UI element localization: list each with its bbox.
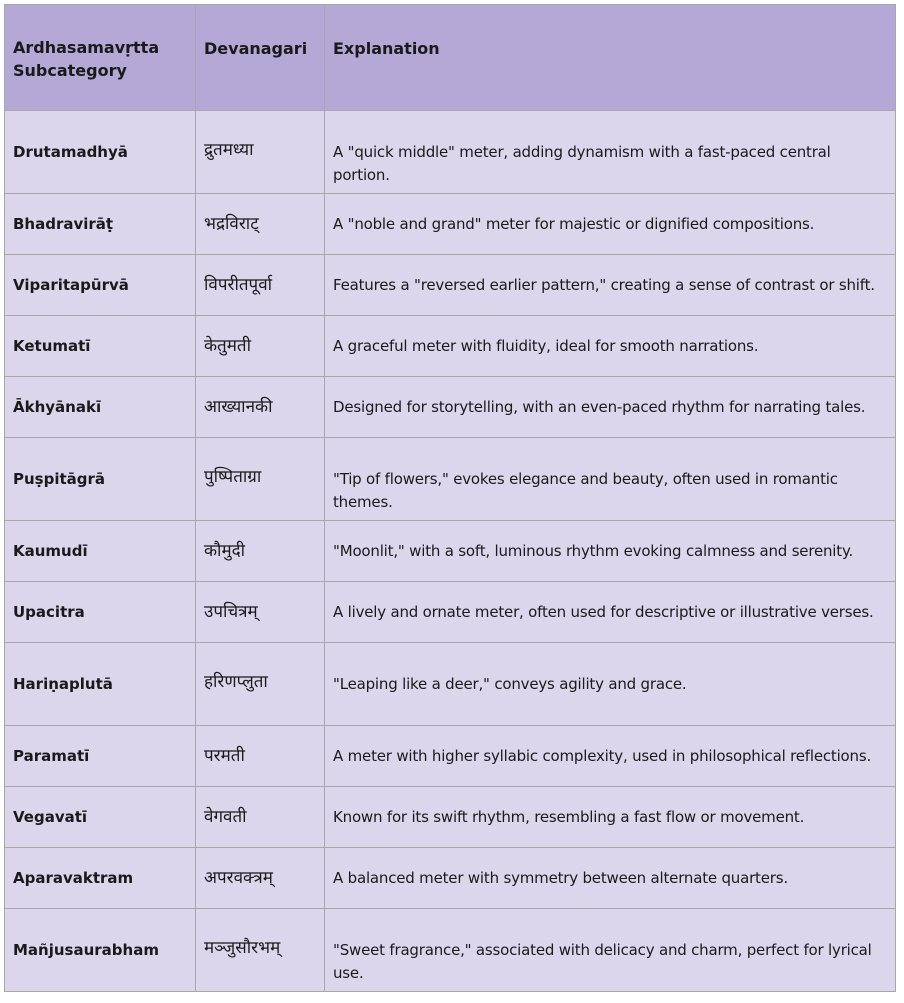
meter-table: [4, 4, 896, 992]
row-devanagari: परमती: [196, 726, 325, 787]
row-devanagari: हरिणप्लुता: [196, 643, 325, 726]
row-name: Upacitra: [5, 582, 196, 643]
row-name: Ketumatī: [5, 316, 196, 377]
table-row: [5, 909, 896, 992]
row-explanation: A meter with higher syllabic complexity, used in philosophical reflections.: [325, 726, 896, 787]
row-name: Paramatī: [5, 726, 196, 787]
table-row: [5, 582, 896, 643]
table-row: [5, 521, 896, 582]
row-devanagari: पुष्पिताग्रा: [196, 438, 325, 521]
row-name: Vegavatī: [5, 787, 196, 848]
row-name: Viparitapūrvā: [5, 255, 196, 316]
row-devanagari: मञ्जुसौरभम्: [196, 909, 325, 992]
table-body: [5, 111, 896, 992]
table-row: [5, 643, 896, 726]
row-explanation: "Leaping like a deer," conveys agility and grace.: [325, 643, 896, 726]
table-row: [5, 316, 896, 377]
table-row: [5, 111, 896, 194]
row-explanation: A balanced meter with symmetry between alternate quarters.: [325, 848, 896, 909]
row-devanagari: कौमुदी: [196, 521, 325, 582]
header-explanation: Explanation: [325, 5, 896, 111]
row-explanation: A graceful meter with fluidity, ideal for smooth narrations.: [325, 316, 896, 377]
table-row: [5, 787, 896, 848]
row-devanagari: विपरीतपूर्वा: [196, 255, 325, 316]
row-explanation: A "quick middle" meter, adding dynamism with a fast-paced central portion.: [325, 111, 896, 194]
row-explanation: "Tip of flowers," evokes elegance and beauty, often used in romantic themes.: [325, 438, 896, 521]
header-subcategory: Ardhasamavṛtta Subcategory: [5, 5, 196, 111]
row-name: Ākhyānakī: [5, 377, 196, 438]
table-row: [5, 848, 896, 909]
table-row: [5, 255, 896, 316]
row-devanagari: वेगवती: [196, 787, 325, 848]
row-name: Aparavaktram: [5, 848, 196, 909]
row-devanagari: केतुमती: [196, 316, 325, 377]
row-explanation: "Moonlit," with a soft, luminous rhythm evoking calmness and serenity.: [325, 521, 896, 582]
row-name: Mañjusaurabham: [5, 909, 196, 992]
row-name: Kaumudī: [5, 521, 196, 582]
header-devanagari: Devanagari: [196, 5, 325, 111]
row-explanation: A "noble and grand" meter for majestic or dignified compositions.: [325, 194, 896, 255]
row-explanation: A lively and ornate meter, often used for descriptive or illustrative verses.: [325, 582, 896, 643]
row-devanagari: भद्रविराट्: [196, 194, 325, 255]
row-explanation: "Sweet fragrance," associated with delicacy and charm, perfect for lyrical use.: [325, 909, 896, 992]
table-header: [5, 5, 896, 111]
row-name: Hariṇaplutā: [5, 643, 196, 726]
header-row: [5, 5, 896, 111]
table-row: [5, 377, 896, 438]
row-name: Drutamadhyā: [5, 111, 196, 194]
row-explanation: Known for its swift rhythm, resembling a fast flow or movement.: [325, 787, 896, 848]
row-devanagari: आख्यानकी: [196, 377, 325, 438]
row-devanagari: अपरवक्त्रम्: [196, 848, 325, 909]
row-explanation: Designed for storytelling, with an even-paced rhythm for narrating tales.: [325, 377, 896, 438]
row-name: Puṣpitāgrā: [5, 438, 196, 521]
row-devanagari: उपचित्रम्: [196, 582, 325, 643]
row-devanagari: द्रुतमध्या: [196, 111, 325, 194]
row-explanation: Features a "reversed earlier pattern," creating a sense of contrast or shift.: [325, 255, 896, 316]
table-row: [5, 726, 896, 787]
table-row: [5, 194, 896, 255]
row-name: Bhadravirāṭ: [5, 194, 196, 255]
table-row: [5, 438, 896, 521]
